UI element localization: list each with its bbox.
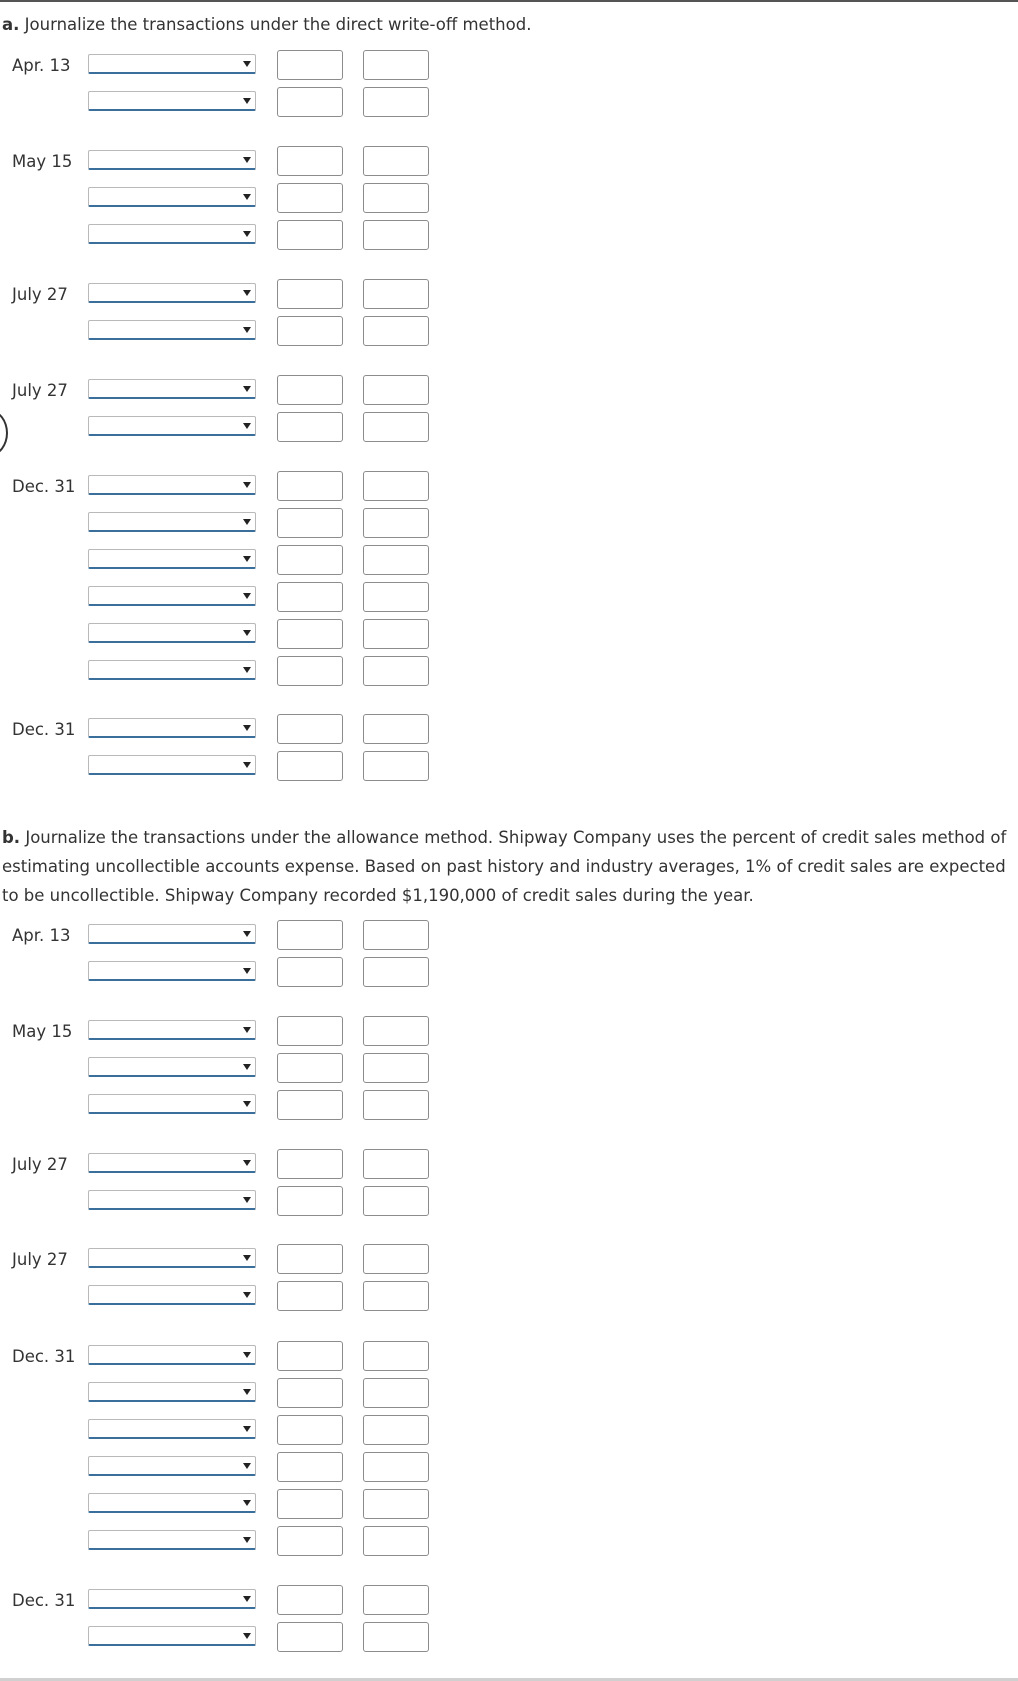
debit-amount-input[interactable] bbox=[277, 1090, 343, 1120]
part-b-heading bbox=[2, 823, 1007, 910]
chevron-down-icon bbox=[243, 1160, 251, 1166]
journal-row bbox=[0, 375, 440, 407]
credit-amount-input[interactable] bbox=[363, 619, 429, 649]
part-b-letter: b. bbox=[2, 828, 21, 847]
journal-row bbox=[0, 316, 440, 348]
entry-date: July 27 bbox=[12, 1250, 68, 1269]
entry-date: Apr. 13 bbox=[12, 56, 71, 75]
credit-amount-input[interactable] bbox=[363, 1526, 429, 1556]
account-select[interactable] bbox=[88, 1530, 256, 1550]
entry-date: Dec. 31 bbox=[12, 720, 76, 739]
top-divider bbox=[0, 0, 1018, 2]
journal-row bbox=[0, 1016, 440, 1048]
account-select[interactable] bbox=[88, 755, 256, 775]
account-select[interactable] bbox=[88, 961, 256, 981]
account-select[interactable] bbox=[88, 1285, 256, 1305]
account-select[interactable] bbox=[88, 91, 256, 111]
credit-amount-input[interactable] bbox=[363, 545, 429, 575]
chevron-down-icon bbox=[243, 482, 251, 488]
chevron-down-icon bbox=[243, 519, 251, 525]
account-select[interactable] bbox=[88, 549, 256, 569]
chevron-down-icon bbox=[243, 1292, 251, 1298]
chevron-down-icon bbox=[243, 725, 251, 731]
journal-row bbox=[0, 957, 440, 989]
journal-row bbox=[0, 50, 440, 82]
debit-amount-input[interactable] bbox=[277, 279, 343, 309]
credit-amount-input[interactable] bbox=[363, 50, 429, 80]
account-select[interactable] bbox=[88, 1626, 256, 1646]
journal-row bbox=[0, 87, 440, 119]
credit-amount-input[interactable] bbox=[363, 471, 429, 501]
account-select[interactable] bbox=[88, 1345, 256, 1365]
chevron-down-icon bbox=[243, 1101, 251, 1107]
account-select[interactable] bbox=[88, 1456, 256, 1476]
debit-amount-input[interactable] bbox=[277, 1281, 343, 1311]
chevron-down-icon bbox=[243, 667, 251, 673]
journal-row bbox=[0, 1452, 440, 1484]
credit-amount-input[interactable] bbox=[363, 375, 429, 405]
chevron-down-icon bbox=[243, 1064, 251, 1070]
account-select[interactable] bbox=[88, 512, 256, 532]
journal-row bbox=[0, 1489, 440, 1521]
entry-date: July 27 bbox=[12, 285, 68, 304]
debit-amount-input[interactable] bbox=[277, 1622, 343, 1652]
chevron-down-icon bbox=[243, 386, 251, 392]
debit-amount-input[interactable] bbox=[277, 375, 343, 405]
debit-amount-input[interactable] bbox=[277, 656, 343, 686]
entry-date: May 15 bbox=[12, 1022, 73, 1041]
debit-amount-input[interactable] bbox=[277, 1341, 343, 1371]
credit-amount-input[interactable] bbox=[363, 87, 429, 117]
account-select[interactable] bbox=[88, 623, 256, 643]
account-select[interactable] bbox=[88, 1020, 256, 1040]
debit-amount-input[interactable] bbox=[277, 316, 343, 346]
debit-amount-input[interactable] bbox=[277, 920, 343, 950]
credit-amount-input[interactable] bbox=[363, 183, 429, 213]
chevron-down-icon bbox=[243, 1463, 251, 1469]
credit-amount-input[interactable] bbox=[363, 508, 429, 538]
account-select[interactable] bbox=[88, 320, 256, 340]
chevron-down-icon bbox=[243, 423, 251, 429]
debit-amount-input[interactable] bbox=[277, 957, 343, 987]
debit-amount-input[interactable] bbox=[277, 50, 343, 80]
credit-amount-input[interactable] bbox=[363, 1281, 429, 1311]
journal-row bbox=[0, 412, 440, 444]
entry-date: Apr. 13 bbox=[12, 926, 71, 945]
entry-date: May 15 bbox=[12, 152, 73, 171]
entry-date: July 27 bbox=[12, 1155, 68, 1174]
credit-amount-input[interactable] bbox=[363, 1585, 429, 1615]
journal-row bbox=[0, 656, 440, 688]
debit-amount-input[interactable] bbox=[277, 471, 343, 501]
journal-row bbox=[0, 1244, 440, 1276]
journal-row bbox=[0, 279, 440, 311]
credit-amount-input[interactable] bbox=[363, 751, 429, 781]
debit-amount-input[interactable] bbox=[277, 582, 343, 612]
account-select[interactable] bbox=[88, 924, 256, 944]
account-select[interactable] bbox=[88, 224, 256, 244]
account-select[interactable] bbox=[88, 1589, 256, 1609]
credit-amount-input[interactable] bbox=[363, 1090, 429, 1120]
account-select[interactable] bbox=[88, 1094, 256, 1114]
journal-row bbox=[0, 508, 440, 540]
debit-amount-input[interactable] bbox=[277, 183, 343, 213]
credit-amount-input[interactable] bbox=[363, 146, 429, 176]
credit-amount-input[interactable] bbox=[363, 1489, 429, 1519]
debit-amount-input[interactable] bbox=[277, 87, 343, 117]
debit-amount-input[interactable] bbox=[277, 1415, 343, 1445]
credit-amount-input[interactable] bbox=[363, 1415, 429, 1445]
entry-date: July 27 bbox=[12, 381, 68, 400]
debit-amount-input[interactable] bbox=[277, 1378, 343, 1408]
journal-row bbox=[0, 1341, 440, 1373]
account-select[interactable] bbox=[88, 1190, 256, 1210]
debit-amount-input[interactable] bbox=[277, 751, 343, 781]
chevron-down-icon bbox=[243, 1197, 251, 1203]
account-select[interactable] bbox=[88, 1419, 256, 1439]
chevron-down-icon bbox=[243, 762, 251, 768]
journal-row bbox=[0, 183, 440, 215]
chevron-down-icon bbox=[243, 194, 251, 200]
journal-row bbox=[0, 1585, 440, 1617]
account-select[interactable] bbox=[88, 1057, 256, 1077]
part-a-letter: a. bbox=[2, 15, 20, 34]
debit-amount-input[interactable] bbox=[277, 220, 343, 250]
chevron-down-icon bbox=[243, 231, 251, 237]
credit-amount-input[interactable] bbox=[363, 412, 429, 442]
journal-row bbox=[0, 582, 440, 614]
chevron-down-icon bbox=[243, 1352, 251, 1358]
account-select[interactable] bbox=[88, 475, 256, 495]
journal-row bbox=[0, 1526, 440, 1558]
credit-amount-input[interactable] bbox=[363, 279, 429, 309]
chevron-down-icon bbox=[243, 327, 251, 333]
debit-amount-input[interactable] bbox=[277, 508, 343, 538]
chevron-down-icon bbox=[243, 98, 251, 104]
journal-row bbox=[0, 1053, 440, 1085]
journal-row bbox=[0, 1149, 440, 1181]
account-select[interactable] bbox=[88, 1153, 256, 1173]
chevron-down-icon bbox=[243, 968, 251, 974]
journal-row bbox=[0, 714, 440, 746]
chevron-down-icon bbox=[243, 1596, 251, 1602]
account-select[interactable] bbox=[88, 586, 256, 606]
part-b-instruction: Journalize the transactions under the allowance method. Shipway Company uses the percent of credit sales method of estimating uncollectible accounts expense. Based on past history and industry averages, 1% of credit sales are expected to be uncollectible. Shipway Company recorded $1,190,000 of credit sales during the year. bbox=[2, 828, 1007, 905]
journal-row bbox=[0, 920, 440, 952]
chevron-down-icon bbox=[243, 1633, 251, 1639]
chevron-down-icon bbox=[243, 1500, 251, 1506]
credit-amount-input[interactable] bbox=[363, 1186, 429, 1216]
chevron-down-icon bbox=[243, 1389, 251, 1395]
credit-amount-input[interactable] bbox=[363, 220, 429, 250]
entry-date: Dec. 31 bbox=[12, 1347, 76, 1366]
account-select[interactable] bbox=[88, 1382, 256, 1402]
chevron-down-icon bbox=[243, 1537, 251, 1543]
account-select[interactable] bbox=[88, 660, 256, 680]
account-select[interactable] bbox=[88, 150, 256, 170]
chevron-down-icon bbox=[243, 290, 251, 296]
credit-amount-input[interactable] bbox=[363, 714, 429, 744]
part-a-instruction: Journalize the transactions under the direct write-off method. bbox=[19, 15, 532, 34]
account-select[interactable] bbox=[88, 54, 256, 74]
journal-row bbox=[0, 1281, 440, 1313]
debit-amount-input[interactable] bbox=[277, 146, 343, 176]
account-select[interactable] bbox=[88, 187, 256, 207]
journal-row bbox=[0, 751, 440, 783]
journal-row bbox=[0, 146, 440, 178]
debit-amount-input[interactable] bbox=[277, 1016, 343, 1046]
credit-amount-input[interactable] bbox=[363, 1622, 429, 1652]
credit-amount-input[interactable] bbox=[363, 1244, 429, 1274]
debit-amount-input[interactable] bbox=[277, 1186, 343, 1216]
account-select[interactable] bbox=[88, 416, 256, 436]
account-select[interactable] bbox=[88, 1493, 256, 1513]
debit-amount-input[interactable] bbox=[277, 714, 343, 744]
chevron-down-icon bbox=[243, 593, 251, 599]
credit-amount-input[interactable] bbox=[363, 582, 429, 612]
journal-row bbox=[0, 1090, 440, 1122]
credit-amount-input[interactable] bbox=[363, 920, 429, 950]
entry-date: Dec. 31 bbox=[12, 1591, 76, 1610]
debit-amount-input[interactable] bbox=[277, 1244, 343, 1274]
account-select[interactable] bbox=[88, 1248, 256, 1268]
journal-row bbox=[0, 1622, 440, 1654]
chevron-down-icon bbox=[243, 61, 251, 67]
credit-amount-input[interactable] bbox=[363, 1341, 429, 1371]
debit-amount-input[interactable] bbox=[277, 412, 343, 442]
chevron-down-icon bbox=[243, 931, 251, 937]
chevron-down-icon bbox=[243, 1027, 251, 1033]
chevron-down-icon bbox=[243, 1426, 251, 1432]
debit-amount-input[interactable] bbox=[277, 1526, 343, 1556]
credit-amount-input[interactable] bbox=[363, 1053, 429, 1083]
credit-amount-input[interactable] bbox=[363, 656, 429, 686]
journal-row bbox=[0, 545, 440, 577]
account-select[interactable] bbox=[88, 379, 256, 399]
account-select[interactable] bbox=[88, 283, 256, 303]
journal-row bbox=[0, 471, 440, 503]
journal-row bbox=[0, 220, 440, 252]
credit-amount-input[interactable] bbox=[363, 1378, 429, 1408]
entry-date: Dec. 31 bbox=[12, 477, 76, 496]
debit-amount-input[interactable] bbox=[277, 1489, 343, 1519]
credit-amount-input[interactable] bbox=[363, 957, 429, 987]
journal-row bbox=[0, 1378, 440, 1410]
debit-amount-input[interactable] bbox=[277, 1053, 343, 1083]
chevron-down-icon bbox=[243, 630, 251, 636]
debit-amount-input[interactable] bbox=[277, 545, 343, 575]
credit-amount-input[interactable] bbox=[363, 1016, 429, 1046]
debit-amount-input[interactable] bbox=[277, 619, 343, 649]
account-select[interactable] bbox=[88, 718, 256, 738]
journal-row bbox=[0, 1415, 440, 1447]
chevron-down-icon bbox=[243, 157, 251, 163]
credit-amount-input[interactable] bbox=[363, 1149, 429, 1179]
part-a-heading bbox=[2, 10, 1007, 39]
debit-amount-input[interactable] bbox=[277, 1452, 343, 1482]
credit-amount-input[interactable] bbox=[363, 316, 429, 346]
chevron-down-icon bbox=[243, 1255, 251, 1261]
debit-amount-input[interactable] bbox=[277, 1149, 343, 1179]
chevron-down-icon bbox=[243, 556, 251, 562]
journal-row bbox=[0, 619, 440, 651]
debit-amount-input[interactable] bbox=[277, 1585, 343, 1615]
journal-row bbox=[0, 1186, 440, 1218]
credit-amount-input[interactable] bbox=[363, 1452, 429, 1482]
